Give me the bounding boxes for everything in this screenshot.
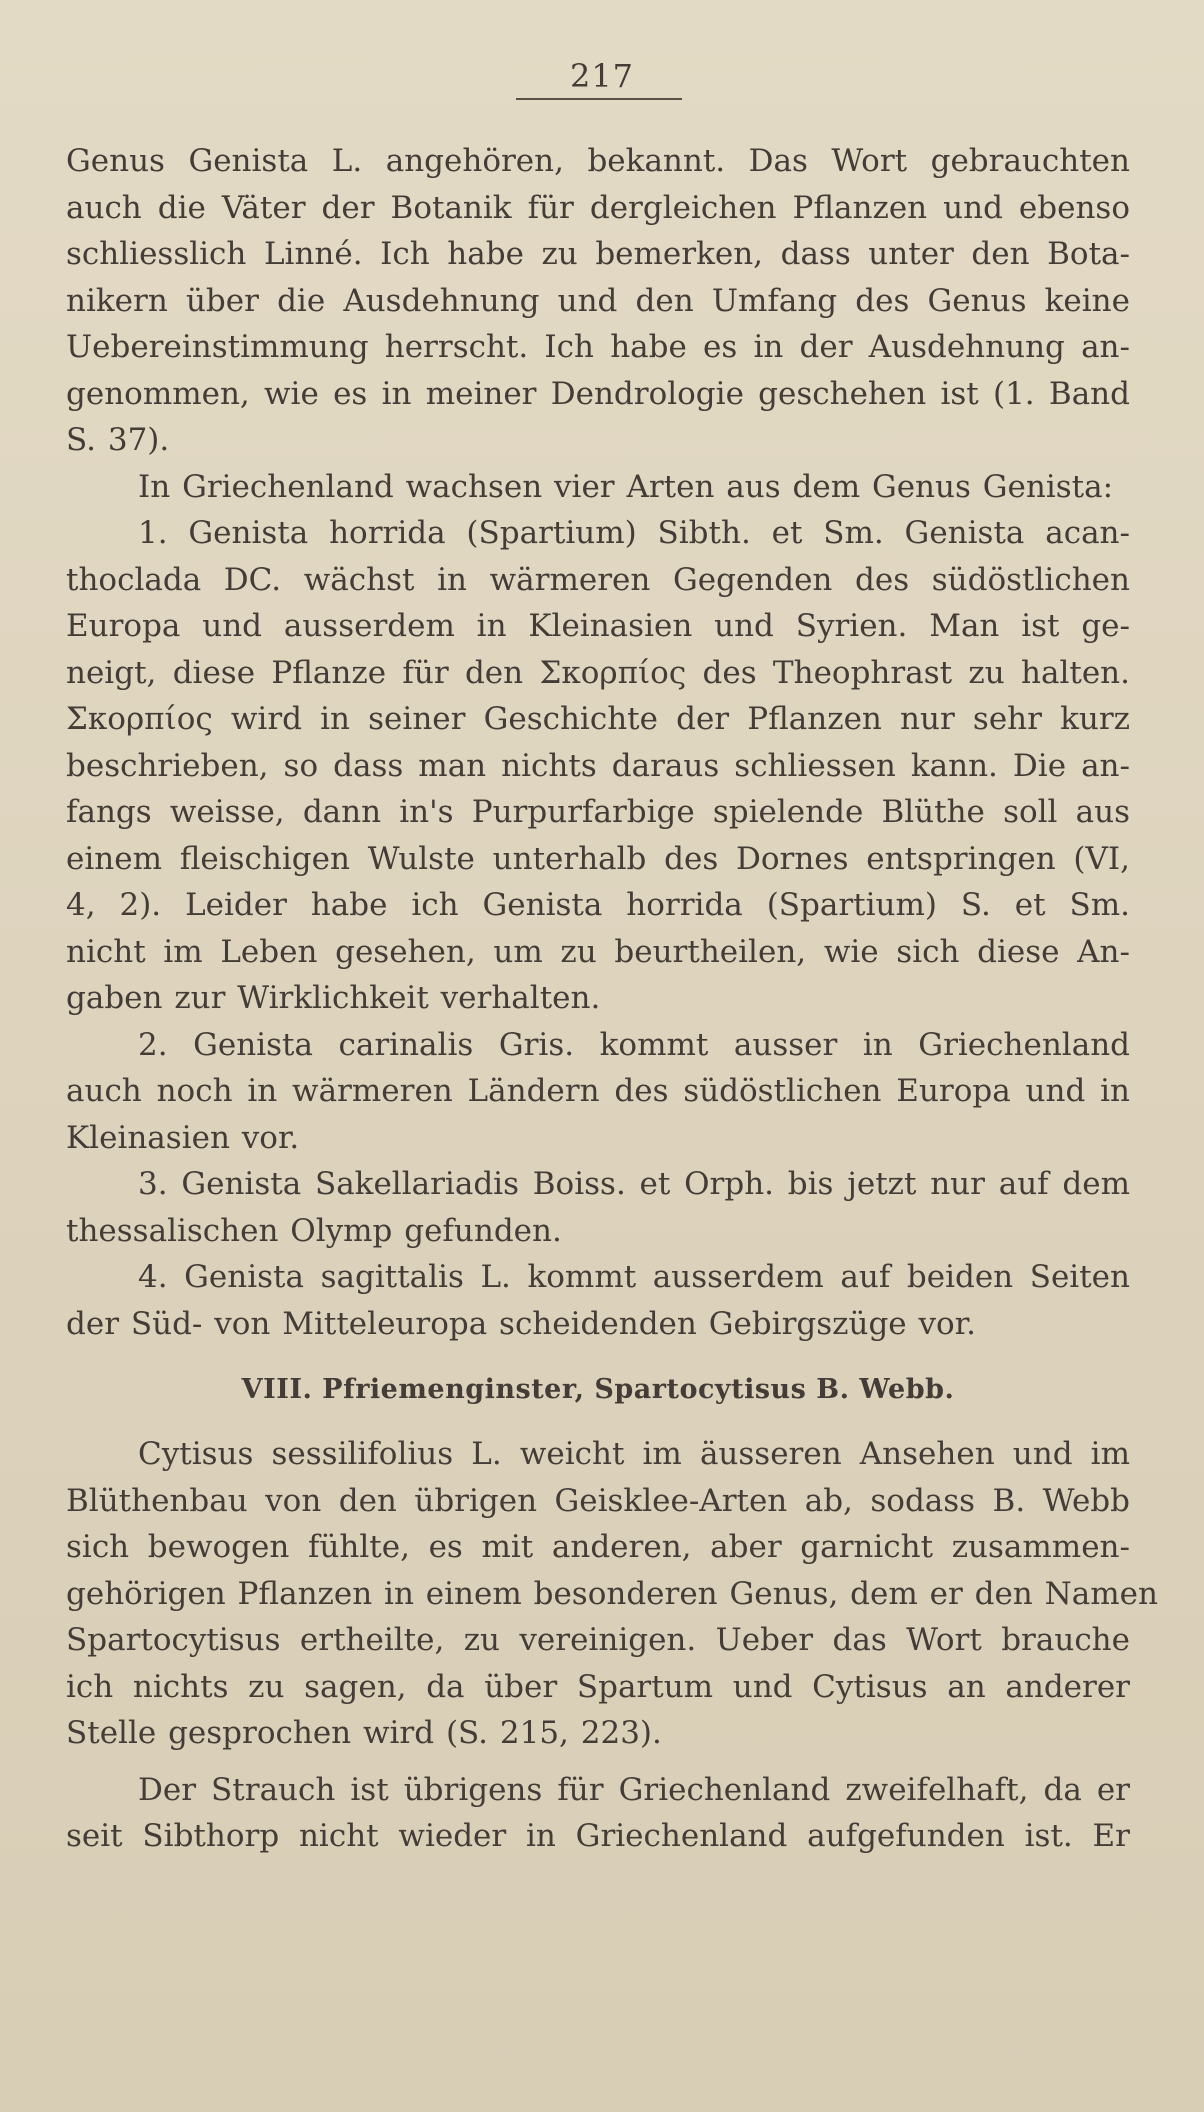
page-number: 217 xyxy=(569,57,635,95)
text-line: der Süd- von Mitteleuropa scheidenden Gebirgszüge vor. xyxy=(66,1305,976,1342)
text-line: Stelle gesprochen wird (S. 215, 223). xyxy=(66,1715,662,1751)
text-line: thessalischen Olymp gefunden. xyxy=(66,1212,562,1249)
text-line: beschrieben, so dass man nichts daraus schliessen kann. Die an- xyxy=(66,747,1130,784)
text-line: gehörigen Pflanzen in einem besonderen Genus, dem er den Namen xyxy=(66,1575,1158,1612)
text-line: 2. Genista carinalis Gris. kommt ausser in Griechenland xyxy=(138,1026,1130,1063)
section-heading: VIII. Pfriemenginster, Spartocytisus B. Webb. xyxy=(241,1374,955,1405)
paragraph-species-1 xyxy=(66,510,1130,1022)
paragraph-species-count xyxy=(66,464,1130,511)
text-line: nicht im Leben gesehen, um zu beurtheilen, wie sich diese An- xyxy=(66,933,1130,970)
body-text xyxy=(66,138,1158,1860)
text-line: Spartocytisus ertheilte, zu vereinigen. Ueber das Wort brauche xyxy=(66,1622,1130,1658)
paragraph-species-3 xyxy=(66,1161,1130,1254)
text-line: auch noch in wärmeren Ländern des südöstlichen Europa und in xyxy=(66,1073,1130,1109)
text-line: 1. Genista horrida (Spartium) Sibth. et Sm. Genista acan- xyxy=(138,515,1130,551)
text-line: thoclada DC. wächst in wärmeren Gegenden des südöstlichen xyxy=(66,561,1130,598)
text-line: Blüthenbau von den übrigen Geisklee-Arten ab, sodass B. Webb xyxy=(66,1482,1130,1519)
paragraph-spartocytisus xyxy=(66,1431,1158,1757)
text-line: S. 37). xyxy=(66,422,170,458)
text-line: 3. Genista Sakellariadis Boiss. et Orph. bis jetzt nur auf dem xyxy=(138,1166,1130,1202)
text-line: Der Strauch ist übrigens für Griechenland zweifelhaft, da er xyxy=(138,1771,1130,1808)
text-line: 4, 2). Leider habe ich Genista horrida (Spartium) S. et Sm. xyxy=(66,887,1130,923)
paragraph-gap xyxy=(66,1757,1130,1767)
paragraph-shrub-note xyxy=(66,1767,1130,1860)
paragraph-species-4 xyxy=(66,1254,1130,1347)
text-line: neigt, diese Pflanze für den Σκορπίος des Theophrast zu halten. xyxy=(66,654,1130,691)
page-number-rule xyxy=(516,98,682,100)
text-line: sich bewogen fühlte, es mit anderen, aber garnicht zusammen- xyxy=(66,1529,1130,1565)
text-line: einem fleischigen Wulste unterhalb des Dornes entspringen (VI, xyxy=(66,840,1130,877)
text-line: Σκορπίος wird in seiner Geschichte der Pflanzen nur sehr kurz xyxy=(66,701,1130,737)
text-line: nikern über die Ausdehnung und den Umfang des Genus keine xyxy=(66,282,1130,319)
text-line: ich nichts zu sagen, da über Spartum und Cytisus an anderer xyxy=(66,1668,1130,1705)
paragraph-genus-intro xyxy=(66,138,1130,464)
text-line: Genus Genista L. angehören, bekannt. Das Wort gebrauchten xyxy=(66,143,1130,179)
text-line: schliesslich Linné. Ich habe zu bemerken, dass unter den Bota- xyxy=(66,236,1130,272)
text-line: In Griechenland wachsen vier Arten aus dem Genus Genista: xyxy=(138,468,1114,505)
text-line: Kleinasien vor. xyxy=(66,1119,300,1156)
text-line: genommen, wie es in meiner Dendrologie geschehen ist (1. Band xyxy=(66,375,1130,412)
text-line: 4. Genista sagittalis L. kommt ausserdem auf beiden Seiten xyxy=(138,1259,1130,1295)
text-line: gaben zur Wirklichkeit verhalten. xyxy=(66,980,601,1016)
paragraph-species-2 xyxy=(66,1022,1130,1162)
text-line: Europa und ausserdem in Kleinasien und Syrien. Man ist ge- xyxy=(66,608,1130,644)
text-line: Cytisus sessilifolius L. weicht im äusseren Ansehen und im xyxy=(138,1436,1130,1472)
text-line: seit Sibthorp nicht wieder in Griechenland aufgefunden ist. Er xyxy=(66,1818,1130,1854)
text-line: auch die Väter der Botanik für dergleichen Pflanzen und ebenso xyxy=(66,189,1130,226)
text-line: fangs weisse, dann in's Purpurfarbige spielende Blüthe soll aus xyxy=(66,794,1130,830)
text-line: Uebereinstimmung herrscht. Ich habe es in der Ausdehnung an- xyxy=(66,329,1130,365)
